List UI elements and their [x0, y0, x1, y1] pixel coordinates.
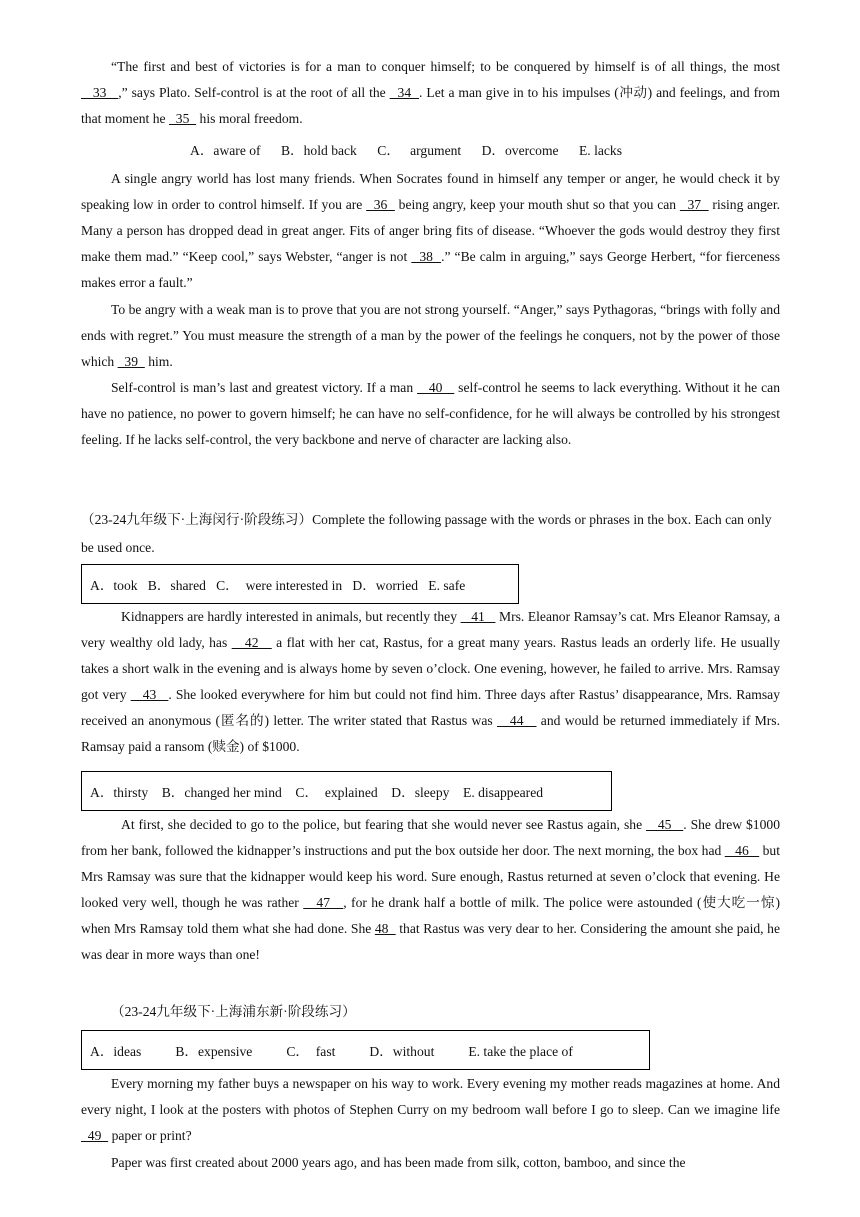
blank-44: 44 [496, 713, 537, 728]
blank-40: 40 [417, 380, 455, 395]
passage1-paragraph4: Self-control is man’s last and greatest victory. If a man 40 self-control he seems to lack everything. Without it he can have no patience, no power to govern himself; he can have no self-confidence, for he will always be controlled by his strongest feeling. If he lacks self-control, the very backbone and nerve of character are lacking also. [81, 380, 780, 447]
blank-48: 48 [374, 921, 396, 936]
blank-46: 46 [724, 843, 760, 858]
passage1-paragraph2: A single angry world has lost many friends. When Socrates found in himself any temper or anger, he would check it by speaking low in order to control himself. If you are 36 being angry, keep your mouth shut so that you can 37 rising anger. Many a person has dropped dead in great anger. Fits of anger bring fits of disease. “Whoever the gods would destroy they first make them mad.” “Keep cool,” says Webster, “anger is not 38 .” “Be calm in arguing,” says George Herbert, “for fierceness makes error a fault.” [81, 171, 781, 290]
passage1-paragraph1: “The first and best of victories is for a man to conquer himself; to be conquered by himself is of all things, the most 33 ,” says Plato. Self-control is at the root of all the 34 . Let a man give in to his impulses (冲动) and feelings, and from that moment he 35 his moral freedom. [81, 59, 781, 126]
blank-47: 47 [303, 895, 344, 910]
blank-35: 35 [168, 111, 197, 126]
options-line-33-35: A．aware of B．hold back C． argument D．overcome E. lacks [190, 143, 623, 158]
blank-34: 34 [389, 85, 420, 100]
word-box-41-44: A．took B．shared C． were interested in D．worried E. safe [81, 564, 519, 604]
passage3-heading: （23-24九年级下·上海浦东新·阶段练习） [111, 1004, 356, 1019]
word-box-49: A．ideas B．expensive C． fast D．without E. take the place of [81, 1030, 650, 1070]
blank-43: 43 [130, 687, 169, 702]
passage3-paragraph2: Paper was first created about 2000 years ago, and has been made from silk, cotton, bamboo, and since the [111, 1155, 686, 1170]
passage2-paragraph1: Kidnappers are hardly interested in animals, but recently they 41 Mrs. Eleanor Ramsay’s cat. Mrs Eleanor Ramsay, a very wealthy old lady, has 42 a flat with her cat, Rastus, for a great many years. Rastus leads an orderly life. He usually takes a short walk in the evening and is always home by seven o’clock. One evening, however, he failed to arrive. Mrs. Ramsay got very 43 . She looked everywhere for him but could not find him. Three days after Rastus’ disappearance, Mrs. Ramsay received an anonymous (匿名的) letter. The writer stated that Rastus was 44 and would be returned immediately if Mrs. Ramsay paid a ransom (赎金) of $1000. [81, 609, 781, 754]
blank-42: 42 [231, 635, 272, 650]
blank-38: 38 [411, 249, 442, 264]
passage3-paragraph1: Every morning my father buys a newspaper on his way to work. Every evening my mother reads magazines at home. And every night, I look at the posters with photos of Stephen Curry on my bedroom wall before I go to sleep. Can we imagine life 49 paper or print? [81, 1076, 780, 1143]
blank-36: 36 [366, 197, 395, 212]
blank-45: 45 [646, 817, 684, 832]
blank-49: 49 [81, 1128, 109, 1143]
passage2-heading: （23-24九年级下·上海闵行·阶段练习）Complete the following passage with the words or phrases in the box. Each can only be used once. [81, 512, 772, 555]
passage1-paragraph3: To be angry with a weak man is to prove that you are not strong yourself. “Anger,” says Pythagoras, “brings with folly and ends with regret.” You must measure the strength of a man by the power of the feelings he conquers, not by the power of those which 39 him. [81, 302, 780, 369]
blank-37: 37 [679, 197, 709, 212]
blank-39: 39 [117, 354, 145, 369]
passage2-paragraph2: At first, she decided to go to the police, but fearing that she would never see Rastus again, she 45 . She drew $1000 from her bank, followed the kidnapper’s instructions and put the box outside her door. The next morning, the box had 46 but Mrs Ramsay was sure that the kidnapper would keep his word. Sure enough, Rastus returned at seven o’clock that evening. He looked very well, though he was rather 47 , for he drank half a bottle of milk. The police were astounded (使大吃一惊) when Mrs Ramsay told them what she had done. She 48 that Rastus was very dear to her. Considering the amount she paid, he was dear in more ways than one! [81, 817, 781, 962]
blank-33: 33 [81, 85, 119, 100]
word-box-45-48: A．thirsty B．changed her mind C． explained D．sleepy E. disappeared [81, 771, 612, 811]
blank-41: 41 [460, 609, 496, 624]
